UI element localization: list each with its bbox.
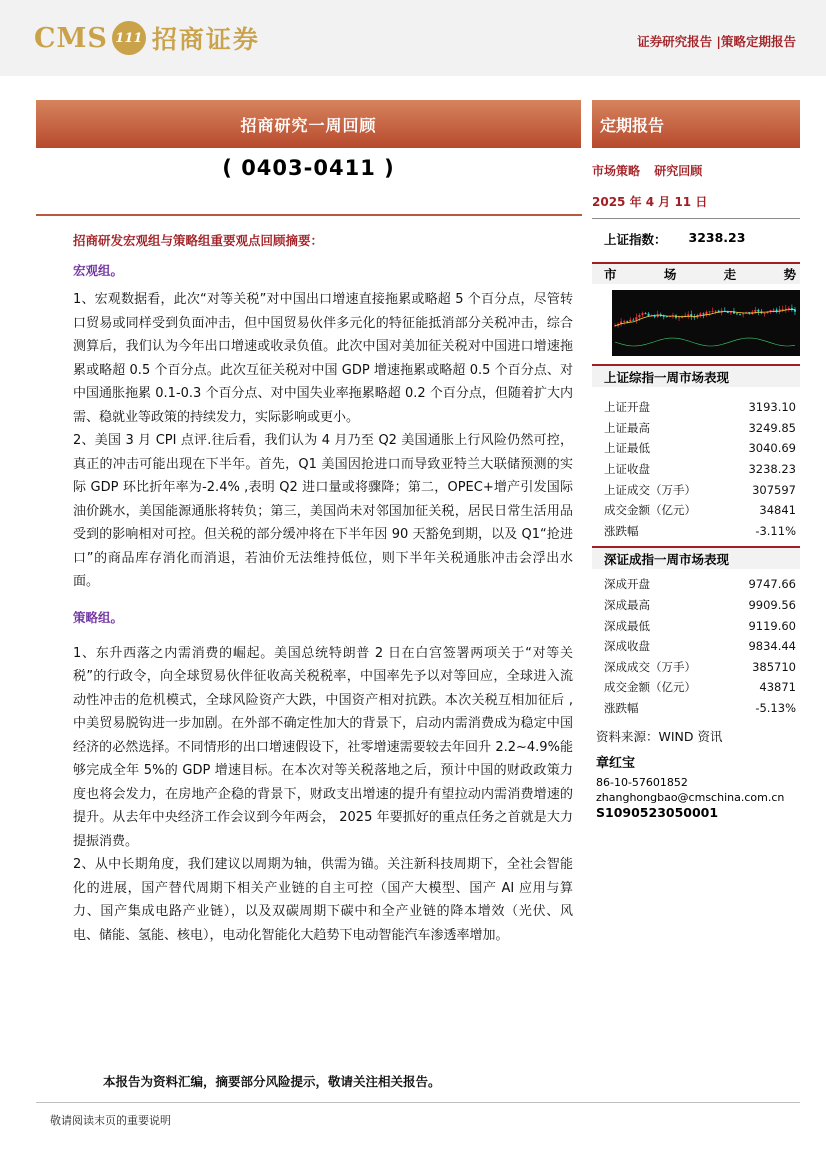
sh-table-rows [592,397,800,541]
sh-table-header: 上证综指一周市场表现 [592,364,800,387]
market-trend-header [592,262,800,284]
candle-body [681,317,683,318]
trend-label-char: 势 [783,267,796,282]
candle-body [736,313,738,314]
table-row [592,479,800,500]
candle-body [709,311,711,312]
trend-chart-background [612,290,800,356]
row-label: 深成最高 [604,598,650,613]
sidebar-tag: 研究回顾 [654,164,703,178]
analyst-phone: 86-10-57601852 [596,776,688,790]
row-label: 成交金额（亿元） [604,680,696,695]
candle-body [654,316,656,317]
row-value: 307597 [752,482,796,497]
table-row [592,698,800,719]
row-value: 34841 [759,503,796,518]
logo-badge-icon: 111 [112,21,146,55]
row-label: 深成最低 [604,618,650,633]
analyst-name: 章红宝 [596,756,636,772]
macro-paragraph-2: 2、美国 3 月 CPI 点评.往后看，我们认为 4 月乃至 Q2 美国通胀上行风险仍然可控，真正的冲击可能出现在下半年。首先，Q1 美国因抢进口而导致亚特兰大联储预测的实际 GDP 环比折年率为-2.4% ,表明 Q2 进口量或将骤降；第二，OPEC+增产引发国际油价跳水，美国能源通胀将转负；第三，美国尚未对邻国加征关税，居民日常生活用品受到的影响相对可控。但关税的部分缓冲将在下半年因 90 天豁免到期，以及 Q1“抢进口”的商品库存消化而消退，若油价无法维持低位，则下半年关税通胀冲击会浮出水面。 [73,433,573,589]
candle-body [754,310,756,312]
row-label: 深成成交（万手） [604,659,696,674]
row-value: 3040.69 [748,441,796,456]
row-value: 3249.85 [748,420,796,435]
logo-chinese-text: 招商证券 [151,25,260,54]
candle-body [678,317,680,318]
sidebar-tags [592,162,800,179]
row-label: 深成开盘 [604,577,650,592]
row-label: 深成收盘 [604,639,650,654]
row-label: 上证收盘 [604,462,650,477]
row-label: 涨跌幅 [604,523,639,538]
table-row [592,595,800,616]
document-period: ( 0403-0411 ) [222,156,395,180]
sidebar-tag: 市场策略 [592,164,641,178]
candle-body [666,316,668,317]
table-row [592,459,800,480]
sz-table-header: 深证成指一周市场表现 [592,546,800,569]
row-value: 9909.56 [748,598,796,613]
table-row [592,615,800,636]
strategy-section-heading: 策略组。 [73,609,124,625]
disclaimer-text: 本报告为资料汇编，摘要部分风险提示，敬请关注相关报告。 [103,1074,441,1089]
row-value: 385710 [752,659,796,674]
report-date: 2025 年 4 月 11 日 [592,195,708,209]
table-row [592,521,800,542]
row-label: 上证开盘 [604,400,650,415]
row-label: 涨跌幅 [604,701,639,716]
index-summary [592,230,800,248]
analyst-email[interactable]: zhanghongbao@cmschina.com.cn [596,791,785,805]
candle-body [632,320,634,321]
footer-divider [36,1102,800,1103]
candle-body [773,310,775,311]
candle-body [739,314,741,315]
document-title: 招商研究一周回顾 [240,115,377,135]
index-value: 3238.23 [688,230,746,245]
candle-body [757,310,759,312]
data-source: 资料来源：WIND 资讯 [596,729,723,745]
candle-body [663,316,665,317]
report-type-label: 定期报告 [600,115,665,135]
company-logo [34,18,260,58]
footer-note: 敬请阅读末页的重要说明 [50,1114,171,1127]
candle-body [641,313,643,315]
header-band [0,0,826,76]
report-type-banner [592,100,800,148]
candle-body [706,312,708,315]
row-value: 3193.10 [748,400,796,415]
title-banner [36,100,581,148]
candle-body [635,317,637,320]
row-label: 成交金额（亿元） [604,503,696,518]
candle-body [623,321,625,322]
index-label: 上证指数： [604,232,667,247]
sidebar [592,100,800,820]
table-row [592,397,800,418]
row-label: 上证成交（万手） [604,482,696,497]
candle-body [702,313,704,314]
row-label: 上证最高 [604,420,650,435]
candle-body [763,313,765,314]
trend-label-char: 走 [723,267,737,282]
table-row [592,636,800,657]
row-value: 9747.66 [748,577,796,592]
candle-body [687,314,689,315]
row-label: 上证最低 [604,441,650,456]
row-value: 9119.60 [748,618,796,633]
table-row [592,574,800,595]
report-category-tags: 证券研究报告 |策略定期报告 [637,34,796,49]
candle-body [626,321,628,322]
trend-label-char: 场 [663,267,677,282]
table-row [592,657,800,678]
title-divider [36,214,582,216]
logo-latin-text: CMS [34,22,108,54]
table-row [592,418,800,439]
candle-body [715,311,717,312]
candle-body [742,313,744,314]
sidebar-divider [592,218,800,219]
candle-body [712,311,714,312]
macro-paragraph-1: 1、宏观数据看，此次“对等关税”对中国出口增速直接拖累或略超 5 个百分点，尽管转口贸易或同样受到负面冲击，但中国贸易伙伴多元化的特征能抵消部分关税冲击，综合测算后，我们认为今年出口增速或收录负值。此次中国对美加征关税对中国进口增速拖累或略超 0.5 个百分点。此次互征关税对中国 GDP 增速拖累或略超 0.5 个百分点、对中国通胀拖累 0.1-0.3 个百分点、对中国失业率拖累略超 0.2 个百分点，但随着扩大内需、稳就业等政策的持续发力，实际影响或更小。 [73,292,573,425]
row-value: 3238.23 [748,462,796,477]
strategy-paragraph-2: 2、从中长期角度，我们建议以周期为轴，供需为锚。关注新科技周期下，全社会智能化的进展，国产替代周期下相关产业链的自主可控（国产大模型、国产 AI 应用与算力、国产集成电路产业链），以及双碳周期下碳中和全产业链的降本增效（光伏、风电、储能、氢能、核电），电动化智能化大趋势下电动智能汽车渗透率增加。 [73,857,573,943]
table-row [592,438,800,459]
macro-section-heading: 宏观组。 [73,263,124,278]
market-trend-chart [612,290,800,356]
analyst-certificate-number: S1090523050001 [596,805,719,821]
trend-label-char: 市 [604,267,617,282]
row-value: 9834.44 [748,639,796,654]
candle-body [638,315,640,317]
strategy-paragraph-1: 1、东升西落之内需消费的崛起。美国总统特朗普 2 日在白宫签署两项关于“对等关税”的行政令，向全球贸易伙伴征收高关税税率，中国率先予以对等回应，全球进入流动性冲击的危机模式，全球风险资产大跌，中国资产相对抗跌。本次关税互相加征后 ,中美贸易脱钩进一步加剧。在外部不确定性加大的背景下，启动内需消费成为稳定中国经济的必然选择。不同情形的出口增速假设下，社零增速需要较去年回升 2.2~4.9%能够完成全年 5%的 GDP 增速目标。在本次对等关税落地之后，预计中国的财政政策力度也将会发力，在房地产企稳的背景下，财政支出增速的提升有望拉动内需消费增速的提升。从去年中央经济工作会议到今年两会， 2025 年要抓好的重点任务之首就是大力提振消费。 [73,645,573,849]
candle-body [645,313,647,314]
candle-body [782,309,784,310]
candle-body [629,320,631,322]
candle-body [648,314,650,316]
main-content [73,230,573,947]
sz-table-rows [592,574,800,718]
row-value: -3.11% [755,523,796,538]
row-value: 43871 [759,680,796,695]
row-value: -5.13% [755,701,796,716]
candle-body [785,309,787,310]
candle-body [788,308,790,309]
table-row [592,500,800,521]
summary-heading: 招商研发宏观组与策略组重要观点回顾摘要： [73,233,324,248]
table-row [592,677,800,698]
candle-body [699,313,701,315]
